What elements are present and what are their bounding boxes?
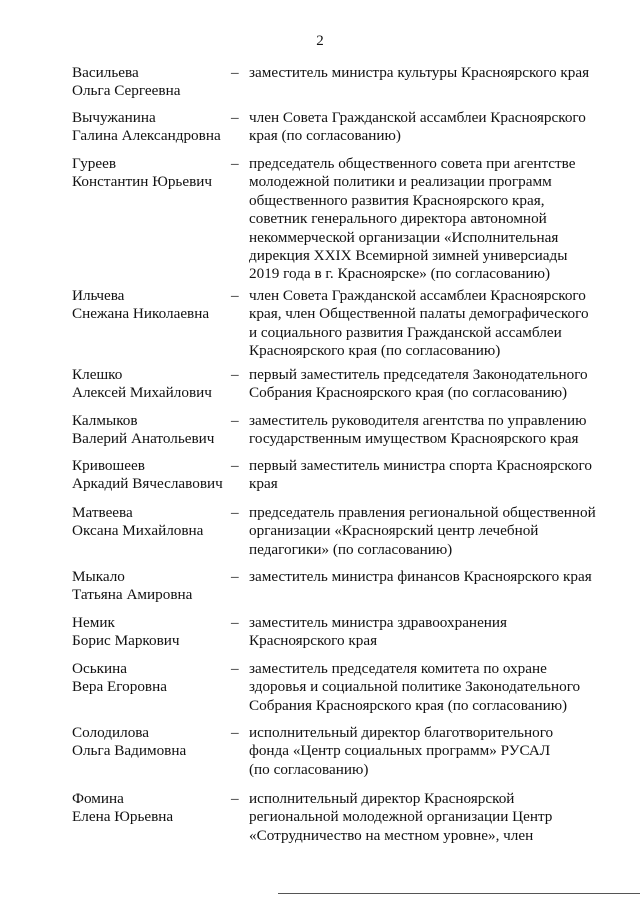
member-name xyxy=(72,724,227,761)
member-surname: Вычужанина xyxy=(72,109,156,126)
member-surname: Солодилова xyxy=(72,724,149,741)
member-role xyxy=(249,457,601,494)
role-line: председатель правления региональной общественной xyxy=(249,504,596,521)
member-name xyxy=(72,64,227,101)
member-given-names: Борис Маркович xyxy=(72,632,180,650)
role-line: Красноярского края (по согласованию) xyxy=(249,342,501,360)
dash: – xyxy=(231,504,239,521)
dash: – xyxy=(231,614,239,631)
role-line: здоровья и социальной политике Законодательного xyxy=(249,678,581,696)
member-given-names: Аркадий Вячеславович xyxy=(72,475,223,493)
member-surname: Васильева xyxy=(72,64,139,81)
dash: – xyxy=(231,724,239,741)
member-surname: Гуреев xyxy=(72,155,117,172)
member-surname: Клешко xyxy=(72,366,123,383)
role-line: Красноярского края xyxy=(249,632,378,650)
role-line: заместитель министра здравоохранения xyxy=(249,614,508,631)
role-line: региональной молодежной организации Центр xyxy=(249,808,553,826)
member-surname: Ильчева xyxy=(72,287,125,304)
role-line: дирекция XXIX Всемирной зимней универсиады xyxy=(249,247,568,265)
member-role xyxy=(249,412,601,449)
member-role xyxy=(249,504,601,559)
role-line: советник генерального директора автономной xyxy=(249,210,547,228)
member-given-names: Ольга Сергеевна xyxy=(72,82,181,100)
member-name xyxy=(72,155,227,192)
role-line: заместитель руководителя агентства по управлению xyxy=(249,412,587,429)
member-name xyxy=(72,366,227,403)
dash: – xyxy=(231,790,239,807)
member-name xyxy=(72,660,227,697)
role-line: член Совета Гражданской ассамблеи Красноярского xyxy=(249,109,586,126)
role-line: общественного развития Красноярского края, xyxy=(249,191,545,209)
role-line: педагогики» (по согласованию) xyxy=(249,540,453,558)
role-line: председатель общественного совета при агентстве xyxy=(249,155,576,172)
member-name xyxy=(72,614,227,651)
role-line: исполнительный директор Красноярской xyxy=(249,790,515,807)
member-surname: Калмыков xyxy=(72,412,138,429)
role-line: исполнительный директор благотворительного xyxy=(249,724,554,741)
dash: – xyxy=(231,64,239,81)
role-line: член Совета Гражданской ассамблеи Красноярского xyxy=(249,287,586,304)
member-name xyxy=(72,790,227,827)
role-line: некоммерческой организации «Исполнительная xyxy=(249,228,559,246)
member-name xyxy=(72,504,227,541)
dash: – xyxy=(231,155,239,172)
role-line: Собрания Красноярского края (по согласованию) xyxy=(249,696,568,714)
role-line: заместитель министра финансов Красноярского края xyxy=(249,568,592,585)
member-role xyxy=(249,660,601,715)
role-line: края (по согласованию) xyxy=(249,127,401,145)
member-given-names: Ольга Вадимовна xyxy=(72,742,187,760)
role-line: края, член Общественной палаты демографического xyxy=(249,305,589,323)
member-given-names: Оксана Михайловна xyxy=(72,522,204,540)
member-role xyxy=(249,724,601,779)
member-role xyxy=(249,109,601,146)
role-line: заместитель председателя комитета по охране xyxy=(249,660,547,677)
member-name xyxy=(72,568,227,605)
role-line: «Сотрудничество на местном уровне», член xyxy=(249,826,534,844)
role-line: молодежной политики и реализации программ xyxy=(249,173,552,191)
role-line: государственным имуществом Красноярского края xyxy=(249,430,579,448)
member-role xyxy=(249,366,601,403)
member-surname: Матвеева xyxy=(72,504,133,521)
member-surname: Фомина xyxy=(72,790,124,807)
role-line: края xyxy=(249,475,278,493)
member-given-names: Константин Юрьевич xyxy=(72,173,213,191)
member-given-names: Вера Егоровна xyxy=(72,678,167,696)
member-name xyxy=(72,109,227,146)
dash: – xyxy=(231,109,239,126)
member-given-names: Снежана Николаевна xyxy=(72,305,210,323)
scan-edge-divider xyxy=(278,893,640,894)
member-surname: Мыкало xyxy=(72,568,125,585)
dash: – xyxy=(231,366,239,383)
member-role xyxy=(249,287,601,361)
member-role xyxy=(249,614,601,651)
dash: – xyxy=(231,287,239,304)
role-line: и социального развития Гражданской ассамблеи xyxy=(249,323,562,341)
role-line: организации «Красноярский центр лечебной xyxy=(249,522,539,540)
member-surname: Немик xyxy=(72,614,115,631)
page-number: 2 xyxy=(316,33,324,49)
member-name xyxy=(72,287,227,324)
dash: – xyxy=(231,457,239,474)
member-name xyxy=(72,457,227,494)
member-given-names: Елена Юрьевна xyxy=(72,808,174,826)
role-line: (по согласованию) xyxy=(249,760,369,778)
member-role xyxy=(249,790,601,845)
member-name xyxy=(72,412,227,449)
member-surname: Оськина xyxy=(72,660,128,677)
member-given-names: Татьяна Амировна xyxy=(72,586,193,604)
role-line: 2019 года в г. Красноярске» (по согласованию) xyxy=(249,265,551,283)
role-line: заместитель министра культуры Красноярского края xyxy=(249,64,590,81)
member-surname: Кривошеев xyxy=(72,457,145,474)
dash: – xyxy=(231,412,239,429)
role-line: фонда «Центр социальных программ» РУСАЛ xyxy=(249,742,551,760)
member-given-names: Алексей Михайлович xyxy=(72,384,212,402)
member-role xyxy=(249,155,601,284)
dash: – xyxy=(231,660,239,677)
member-given-names: Валерий Анатольевич xyxy=(72,430,215,448)
member-role xyxy=(249,64,601,82)
role-line: Собрания Красноярского края (по согласованию) xyxy=(249,384,568,402)
role-line: первый заместитель председателя Законодательного xyxy=(249,366,588,383)
member-role xyxy=(249,568,601,586)
dash: – xyxy=(231,568,239,585)
role-line: первый заместитель министра спорта Красноярского xyxy=(249,457,592,474)
member-given-names: Галина Александровна xyxy=(72,127,221,145)
